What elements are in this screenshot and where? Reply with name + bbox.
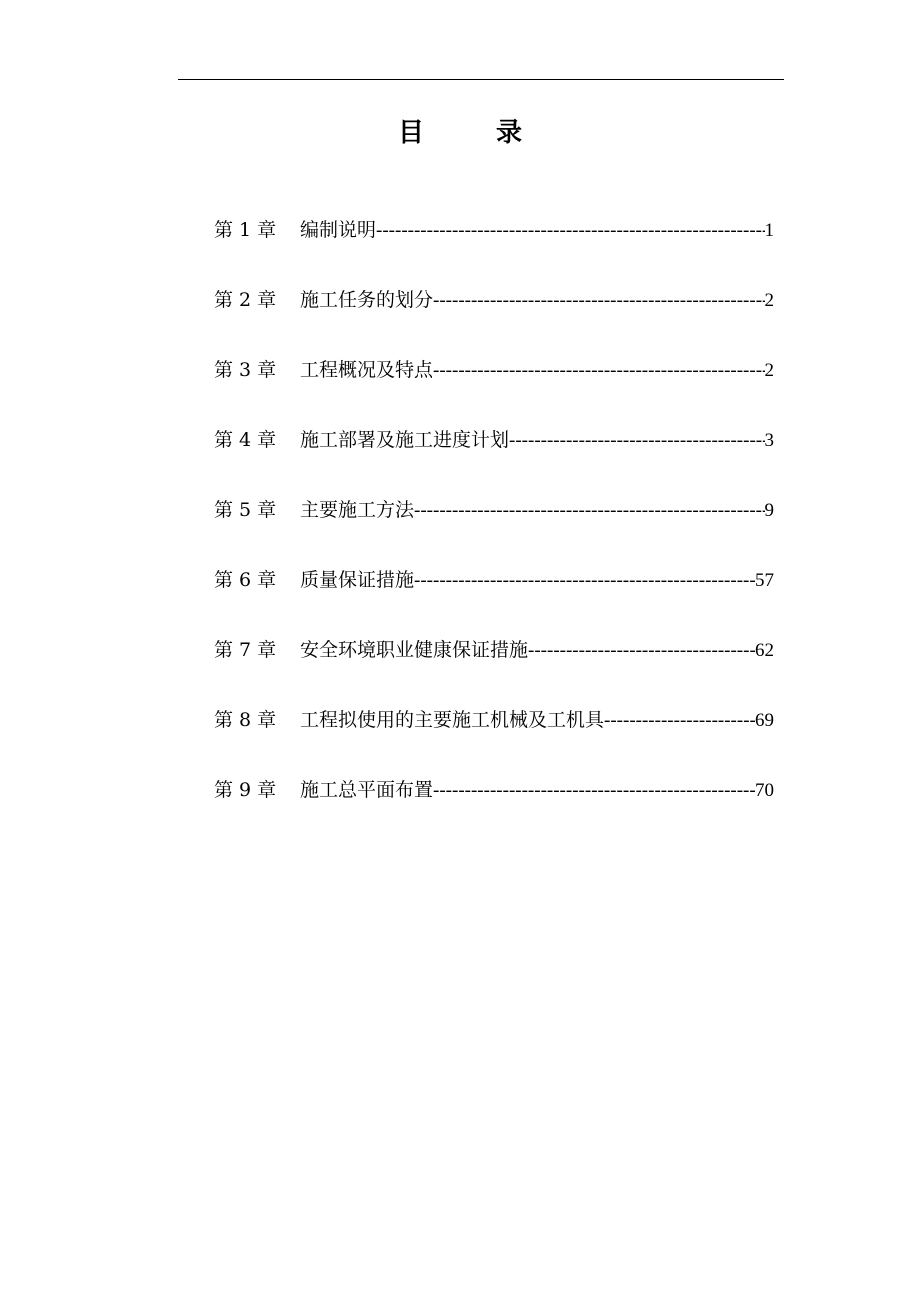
toc-chapter-number: 第 1 章: [214, 219, 277, 241]
toc-page-number: 1: [764, 220, 774, 241]
toc-chapter-title: 安全环境职业健康保证措施: [300, 639, 529, 661]
toc-page-number: 57: [755, 570, 774, 591]
toc-dot-leader: [376, 213, 764, 249]
toc-chapter-number: 第 5 章: [214, 499, 277, 521]
toc-page-number: 2: [764, 360, 774, 381]
toc-chapter-title: 主要施工方法: [300, 499, 415, 521]
toc-dot-leader: [414, 563, 755, 599]
toc-page-number: 2: [764, 290, 774, 311]
toc-page-number: 70: [755, 780, 774, 801]
toc-dot-leader: [414, 493, 764, 529]
toc-page-number: 62: [755, 640, 774, 661]
table-of-contents: [214, 212, 774, 842]
toc-dot-leader: [604, 703, 755, 739]
toc-chapter-title: 编制说明: [300, 219, 377, 241]
toc-dot-leader: [433, 283, 764, 319]
toc-entry[interactable]: [214, 562, 774, 632]
toc-entry[interactable]: [214, 422, 774, 492]
toc-chapter-number: 第 2 章: [214, 289, 277, 311]
toc-entry[interactable]: [214, 772, 774, 842]
page-title: [0, 112, 920, 152]
toc-entry[interactable]: [214, 282, 774, 352]
toc-chapter-title: 施工任务的划分: [300, 289, 434, 311]
toc-entry[interactable]: [214, 212, 774, 282]
page-title-char: 目: [397, 118, 424, 148]
toc-entry[interactable]: [214, 492, 774, 562]
toc-chapter-number: 第 3 章: [214, 359, 277, 381]
toc-chapter-title: 工程概况及特点: [300, 359, 434, 381]
header-rule: [178, 79, 784, 80]
page-title-char: 录: [496, 118, 523, 148]
toc-dot-leader: [509, 423, 764, 459]
toc-chapter-number: 第 6 章: [214, 569, 277, 591]
toc-entry[interactable]: [214, 352, 774, 422]
toc-chapter-number: 第 4 章: [214, 429, 277, 451]
toc-chapter-title: 工程拟使用的主要施工机械及工机具: [300, 709, 605, 731]
toc-chapter-title: 施工总平面布置: [300, 779, 434, 801]
toc-entry[interactable]: [214, 702, 774, 772]
toc-page-number: 9: [764, 500, 774, 521]
toc-chapter-title: 施工部署及施工进度计划: [300, 429, 510, 451]
toc-dot-leader: [433, 353, 764, 389]
toc-chapter-number: 第 7 章: [214, 639, 277, 661]
toc-dot-leader: [433, 773, 755, 809]
toc-page-number: 69: [755, 710, 774, 731]
toc-chapter-number: 第 9 章: [214, 779, 277, 801]
toc-entry[interactable]: [214, 632, 774, 702]
toc-page-number: 3: [764, 430, 774, 451]
toc-chapter-title: 质量保证措施: [300, 569, 415, 591]
toc-chapter-number: 第 8 章: [214, 709, 277, 731]
toc-dot-leader: [528, 633, 755, 669]
